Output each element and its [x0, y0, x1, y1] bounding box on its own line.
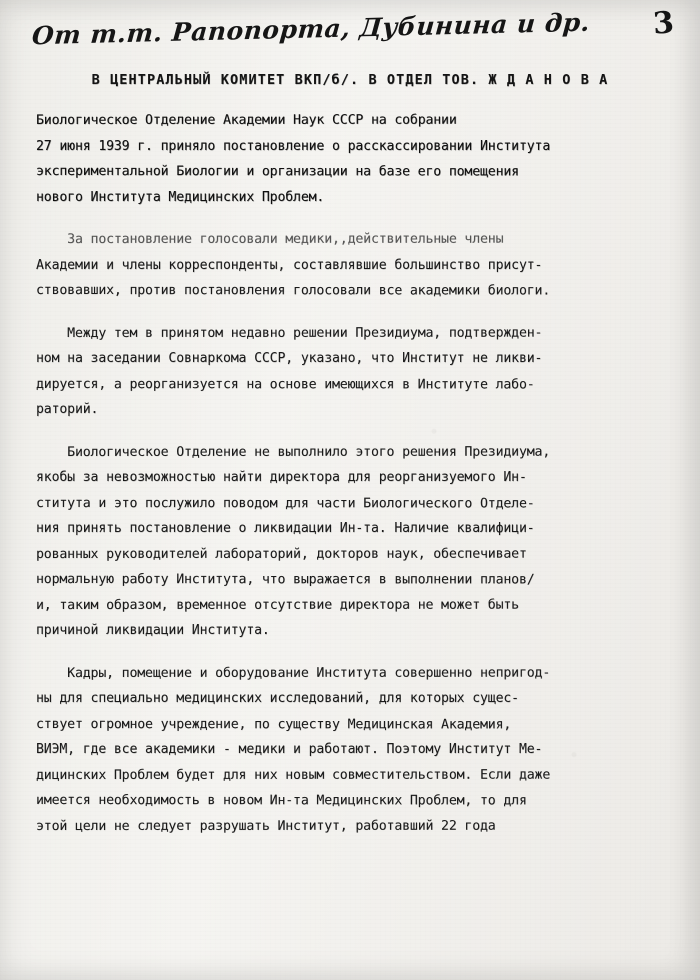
paragraph-4: [36, 440, 676, 644]
text-line: и, таким образом, временное отсутствие директора не может быть: [35, 597, 519, 613]
paragraph-3: [36, 321, 676, 423]
text-line: ния принять постановление о ликвидации Ин-та. Наличие квалифици-: [36, 521, 535, 536]
text-line: 27 июня 1939 г. приняло постановление о расскассировании Института: [36, 138, 551, 154]
text-line: якобы за невозможностью найти директора для реорганизуемого Ин-: [36, 470, 527, 485]
text-line: нового Института Медицинских Проблем.: [36, 189, 325, 205]
document-body: [36, 108, 676, 856]
text-line: ститута и это послужило поводом для части Биологического Отделе-: [35, 495, 535, 511]
text-line: имеется необходимость в новом Ин-та Медицинских Проблем, то для: [35, 793, 527, 809]
handwritten-header: От т.т. Рапопорта, Дубинина и др.: [30, 7, 592, 51]
text-line: Биологическое Отделение не выполнило этого решения Президиума,: [35, 444, 551, 460]
text-line: экспериментальной Биологии и организации на базе его помещения: [35, 164, 519, 180]
text-line: дируется, а реорганизуется на основе имеющихся в Институте лабо-: [35, 376, 535, 392]
page-number: 3: [651, 5, 676, 42]
text-line: этой цели не следует разрушать Институт, работавший 22 года: [35, 818, 496, 834]
text-line: ствовавших, против постановления голосовали все академики биологи.: [35, 283, 551, 299]
text-line: раторий.: [36, 402, 99, 417]
text-line: ном на заседании Совнаркома СССР, указано, что Институт не ликви-: [36, 351, 543, 366]
text-line: дицинских Проблем будет для них новым совместительством. Если даже: [35, 767, 551, 783]
paragraph-1: [36, 108, 676, 210]
document-title: В ЦЕНТРАЛЬНЫЙ КОМИТЕТ ВКП/б/. В ОТДЕЛ ТОВ. Ж Д А Н О В А: [91, 72, 609, 88]
text-line: ствует огромное учреждение, по существу Медицинская Академия,: [35, 716, 512, 732]
text-line: За постановление голосовали медики,,действительные члены: [35, 231, 504, 247]
paragraph-2: [36, 227, 676, 304]
text-line: Между тем в принятом недавно решении Президиума, подтвержден-: [35, 325, 543, 341]
text-line: рованных руководителей лабораторий, докторов наук, обеспечивает: [35, 546, 527, 562]
text-line: причиной ликвидации Института.: [36, 623, 270, 638]
text-line: ны для специально медицинских исследований, для которых сущес-: [36, 691, 519, 706]
text-line: Биологическое Отделение Академии Наук СССР на собрании: [35, 112, 457, 128]
text-line: нормальную работу Института, что выражается в выполнении планов/: [35, 572, 535, 588]
text-line: Кадры, помещение и оборудование Института совершенно непригод-: [35, 665, 551, 681]
text-line: Академии и члены корреспонденты, составлявшие большинство присут-: [36, 257, 543, 273]
text-line: ВИЭМ, где все академики - медики и работают. Поэтому Институт Ме-: [36, 742, 543, 757]
paragraph-5: [36, 661, 676, 840]
